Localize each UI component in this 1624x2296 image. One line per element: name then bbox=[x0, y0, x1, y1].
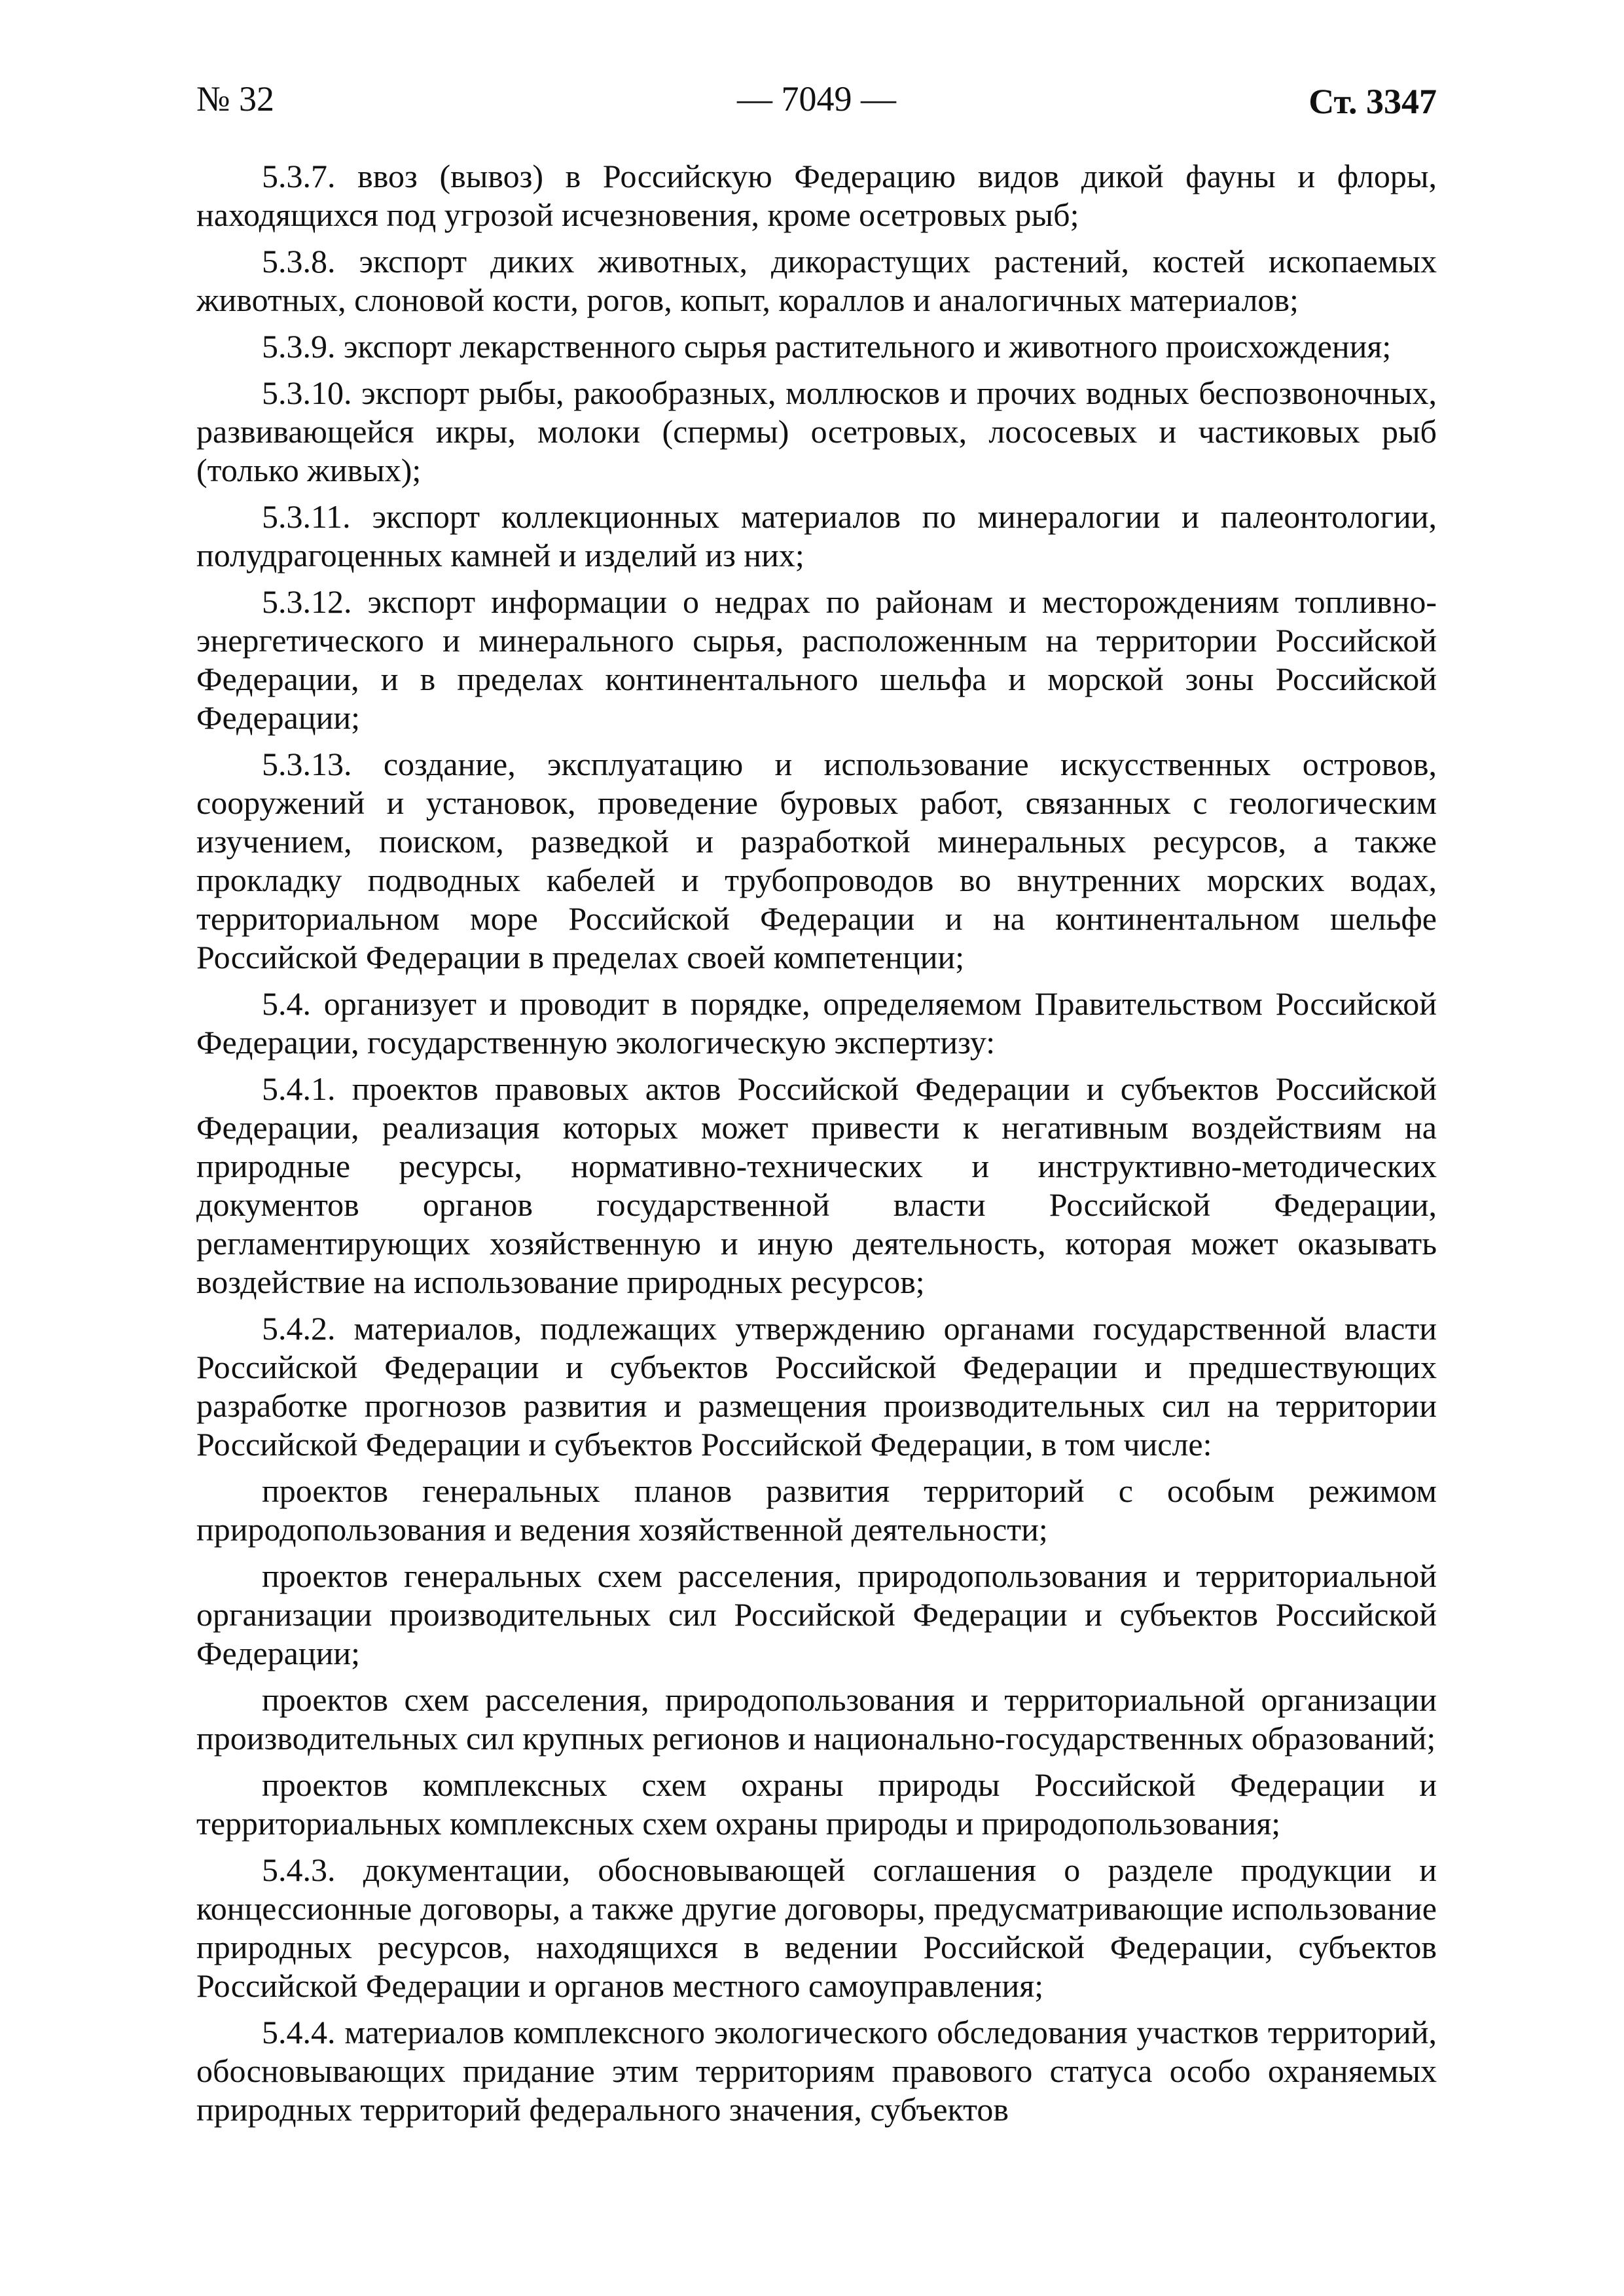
paragraph-list-item: проектов комплексных схем охраны природы Российской Федерации и территориальных комплексных схем охраны природы и природопользования; bbox=[196, 1766, 1437, 1842]
paragraph-5-3-10: 5.3.10. экспорт рыбы, ракообразных, моллюсков и прочих водных беспозвоночных, развивающейся икры, молоки (спермы) осетровых, лососевых и частиковых рыб (только живых); bbox=[196, 374, 1437, 488]
paragraph-5-3-13: 5.3.13. создание, эксплуатацию и использование искусственных островов, сооружений и установок, проведение буровых работ, связанных с геологическим изучением, поиском, разведкой и разработкой минеральных ресурсов, а также прокладку подводных кабелей и трубопроводов во внутренних морских водах, территориальном море Российской Федерации и на континентальном шельфе Российской Федерации в пределах своей компетенции; bbox=[196, 746, 1437, 975]
paragraph-5-4-1: 5.4.1. проектов правовых актов Российской Федерации и субъектов Российской Федерации, реализация которых может привести к негативным воздействиям на природные ресурсы, нормативно-технических и инструктивно-методических документов органов государственной власти Российской Федерации, регламентирующих хозяйственную и иную деятельность, которая может оказывать воздействие на использование природных ресурсов; bbox=[196, 1070, 1437, 1300]
paragraph-list-item: проектов генеральных планов развития территорий с особым режимом природопользования и ведения хозяйственной деятельности; bbox=[196, 1472, 1437, 1548]
document-page bbox=[196, 72, 1437, 2137]
paragraph-5-3-12: 5.3.12. экспорт информации о недрах по районам и месторождениям топливно-энергетического и минерального сырья, расположенным на территории Российской Федерации, и в пределах континентального шельфа и морской зоны Российской Федерации; bbox=[196, 583, 1437, 736]
paragraph-5-3-11: 5.3.11. экспорт коллекционных материалов по минералогии и палеонтологии, полудрагоценных камней и изделий из них; bbox=[196, 498, 1437, 574]
paragraph-5-4-3: 5.4.3. документации, обосновывающей соглашения о разделе продукции и концессионные договоры, а также другие договоры, предусматривающие использование природных ресурсов, находящихся в ведении Российской Федерации, субъектов Российской Федерации и органов местного самоуправления; bbox=[196, 1851, 1437, 2004]
paragraph-5-3-9: 5.3.9. экспорт лекарственного сырья растительного и животного происхождения; bbox=[262, 328, 1392, 365]
paragraph-5-3-7: 5.3.7. ввоз (вывоз) в Российскую Федерацию видов дикой фауны и флоры, находящихся под угрозой исчезновения, кроме осетровых рыб; bbox=[196, 158, 1437, 233]
document-body bbox=[196, 157, 1437, 2129]
paragraph-5-4: 5.4. организует и проводит в порядке, определяемом Правительством Российской Федерации, государственную экологическую экспертизу: bbox=[196, 985, 1437, 1061]
paragraph-list-item: проектов генеральных схем расселения, природопользования и территориальной организации производительных сил Российской Федерации и субъектов Российской Федерации; bbox=[196, 1558, 1437, 1671]
article-number: Ст. 3347 bbox=[1308, 82, 1437, 121]
paragraph-5-4-4: 5.4.4. материалов комплексного экологического обследования участков территорий, обосновывающих придание этим территориям правового статуса особо охраняемых природных территорий федерального значения, субъектов bbox=[196, 2014, 1437, 2128]
paragraph-5-4-2: 5.4.2. материалов, подлежащих утверждению органами государственной власти Российской Федерации и субъектов Российской Федерации и предшествующих разработке прогнозов развития и размещения производительных сил на территории Российской Федерации и субъектов Российской Федерации, в том числе: bbox=[196, 1310, 1437, 1463]
paragraph-5-3-8: 5.3.8. экспорт диких животных, дикорастущих растений, костей ископаемых животных, слоновой кости, рогов, копыт, кораллов и аналогичных материалов; bbox=[196, 243, 1437, 318]
page-number: — 7049 — bbox=[737, 79, 896, 118]
issue-number: № 32 bbox=[196, 79, 275, 118]
paragraph-list-item: проектов схем расселения, природопользования и территориальной организации производительных сил крупных регионов и национально-государственных образований; bbox=[196, 1681, 1437, 1757]
page-header bbox=[196, 72, 1437, 137]
